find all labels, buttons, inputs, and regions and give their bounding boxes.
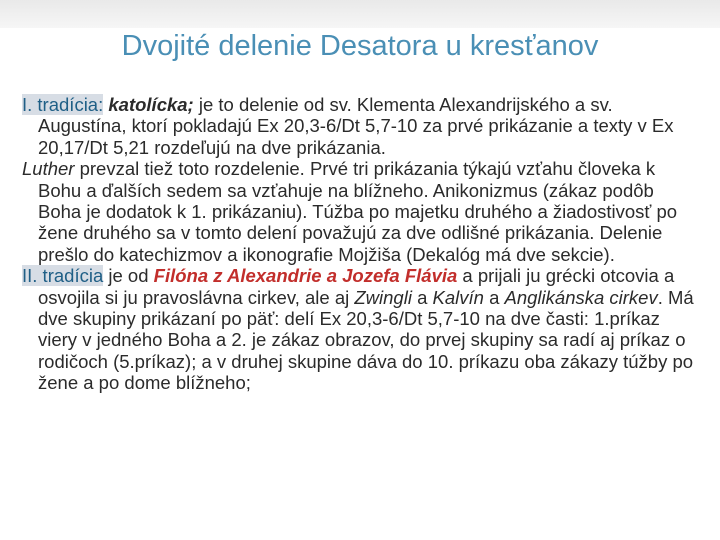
catholic-term: katolícka;	[108, 94, 194, 115]
luther-text: prevzal tiež toto rozdelenie. Prvé tri prikázania týkajú vzťahu človeka k Bohu a ďalších sedem sa vzťahuje na blížneho. Anikonizmus (zákaz podôb Boha je dodatok k 1. prikázaniu). Túžba po majetku druhého a žiadostivosť po žene druhého sa v tomto delení považujú za dve odlišné prikázania. Delenie prešlo do katechizmov a ikonografie Mojžiša (Dekalóg má dve sekcie).	[38, 158, 678, 265]
tradition-2-text-b: a prijali ju grécki otcovia a osvojila si ju pravoslávna cirkev, ale aj	[38, 265, 675, 308]
tradition-2-text-c: a	[411, 286, 433, 308]
top-band	[0, 0, 720, 28]
kalvin-name: Kalvín	[432, 286, 484, 308]
authors-highlight: Filóna z Alexandrie a Jozefa Flávia	[153, 265, 458, 287]
zwingli-name: Zwingli	[354, 286, 412, 308]
paragraph-second-tradition	[22, 265, 697, 393]
anglican-church-name: Anglikánska cirkev	[504, 286, 658, 308]
paragraph-first-tradition	[22, 94, 697, 158]
tradition-2-label: II. tradícia	[22, 265, 104, 287]
tradition-2-text-d: a	[483, 286, 505, 308]
slide-content	[22, 94, 697, 394]
tradition-1-label: I. tradícia:	[22, 94, 104, 115]
luther-name: Luther	[22, 158, 75, 180]
tradition-2-text-e: . Má dve skupiny prikázaní po päť: delí Ex 20,3-6/Dt 5,7-10 na dve časti: 1.príkaz viery v jedného Boha a 2. je zákaz obrazov, do prvej skupiny sa radí aj príkaz o rodičoch (5.príkaz); a v druhej skupine dáva do 10. príkazu oba zákazy túžby po žene a po dome blížneho;	[38, 286, 694, 394]
paragraph-luther	[22, 158, 697, 265]
tradition-2-text-a: je od	[103, 265, 154, 287]
slide-title: Dvojité delenie Desatora u kresťanov	[121, 30, 599, 62]
tradition-1-text: je to delenie od sv. Klementa Alexandrijského a sv. Augustína, ktorí pokladajú Ex 20,3-6/Dt 5,7-10 za prvé prikázanie a texty v Ex 20,17/Dt 5,21 rozdeľujú na dve prikázania.	[38, 94, 674, 158]
